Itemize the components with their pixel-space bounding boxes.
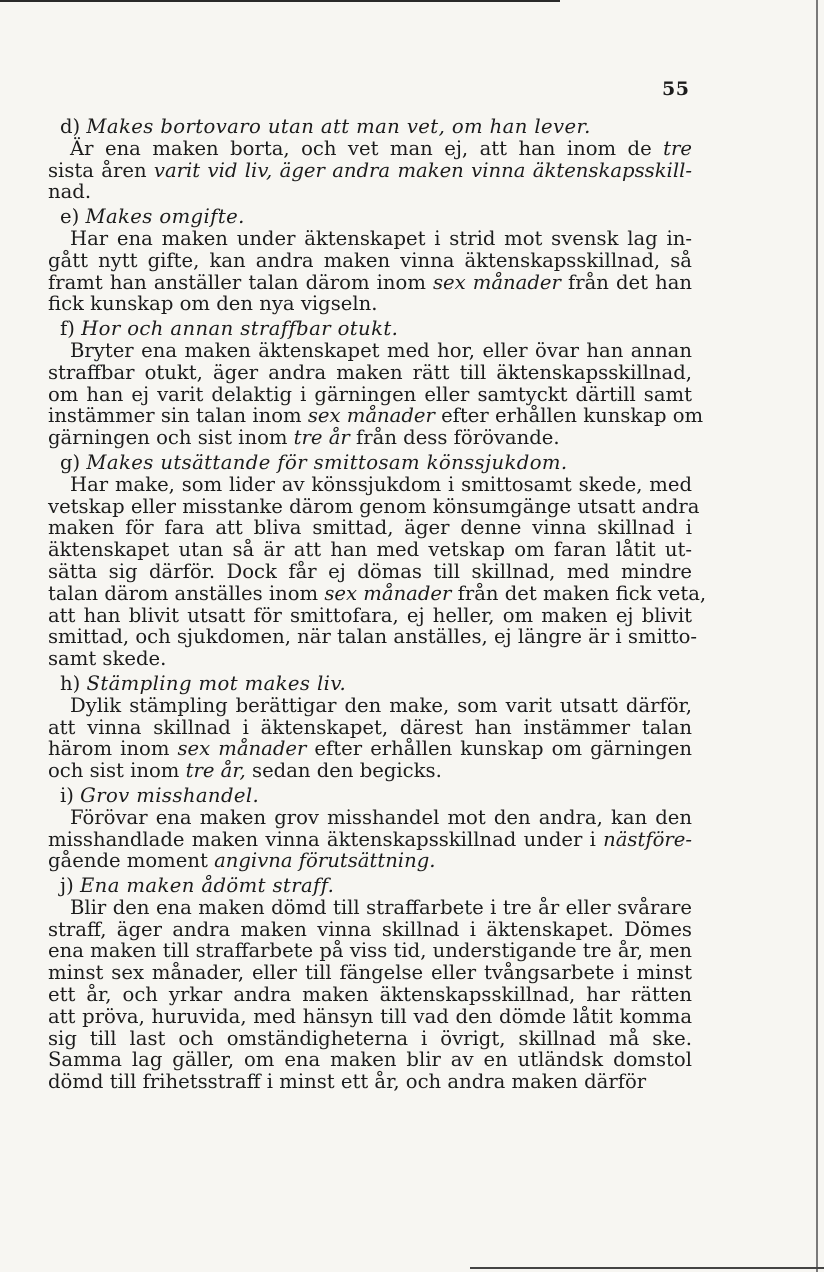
section-i bbox=[48, 785, 692, 872]
section-heading bbox=[48, 875, 692, 897]
text-line: Förövar ena maken grov misshandel mot den andra, kan den bbox=[70, 805, 692, 829]
text-segment: talan därom anställes inom bbox=[48, 581, 325, 605]
section-title: Ena maken ådömt straff. bbox=[79, 874, 335, 898]
section-label: f) bbox=[60, 317, 75, 341]
text-line: straffbar otukt, äger andra maken rätt till äktenskapsskillnad, bbox=[48, 360, 692, 384]
scan-edge-right bbox=[816, 0, 818, 1272]
text-line: sätta sig därför. Dock får ej dömas till skillnad, med mindre bbox=[48, 559, 692, 583]
text-line bbox=[48, 850, 692, 872]
emphasis-text: sex månader bbox=[324, 581, 452, 605]
section-title: Makes utsättande för smittosam könssjukdom. bbox=[86, 450, 568, 474]
text-line: ett år, och yrkar andra maken äktenskapsskillnad, har rätten bbox=[48, 983, 692, 1007]
text-segment: från det maken fick veta, bbox=[451, 581, 707, 605]
text-line: minst sex månader, eller till fängelse eller tvångsarbete i minst bbox=[48, 961, 692, 985]
text-line: att pröva, huruvida, med hänsyn till vad den dömde låtit komma bbox=[48, 1004, 692, 1028]
section-title: Makes omgifte. bbox=[85, 205, 245, 229]
text-segment: från dess förövande. bbox=[349, 426, 560, 450]
text-segment: framt han anställer talan därom inom bbox=[48, 270, 433, 294]
text-segment: gående moment bbox=[48, 849, 208, 873]
text-line: att vinna skillnad i äktenskapet, därest han instämmer talan bbox=[48, 715, 692, 739]
text-line: om han ej varit delaktig i gärningen eller samtyckt därtill samt bbox=[48, 382, 692, 406]
emphasis-text: sex månader bbox=[177, 737, 307, 761]
scan-edge-bottom bbox=[470, 1267, 824, 1269]
text-line: vetskap eller misstanke därom genom könsumgänge utsatt andra bbox=[48, 494, 700, 518]
text-segment: härom inom bbox=[48, 737, 178, 761]
section-h bbox=[48, 673, 692, 782]
text-line bbox=[48, 181, 692, 203]
text-line: Bryter ena maken äktenskapet med hor, eller övar han annan bbox=[70, 338, 692, 362]
text-line: maken för fara att bliva smittad, äger denne vinna skillnad i bbox=[48, 516, 692, 540]
text-line: sig till last och omständigheterna i övrigt, skillnad må ske. bbox=[48, 1026, 692, 1050]
text-segment: Är ena maken borta, och vet man ej, att han inom de bbox=[70, 136, 664, 160]
emphasis-text: angivna förutsättning. bbox=[207, 849, 436, 873]
text-line bbox=[48, 404, 704, 428]
section-label: i) bbox=[60, 783, 74, 807]
text-line: att han blivit utsatt för smittofara, ej heller, om maken ej blivit bbox=[48, 603, 692, 627]
text-segment: misshandlade maken vinna äktenskapsskillnad under i bbox=[48, 827, 604, 851]
section-title: Hor och annan straffbar otukt. bbox=[81, 317, 399, 341]
text-line bbox=[48, 581, 707, 605]
section-label: d) bbox=[60, 115, 81, 138]
section-j bbox=[48, 875, 692, 1093]
text-line bbox=[48, 160, 692, 182]
page-number: 55 bbox=[662, 78, 690, 100]
text-line: fick kunskap om den nya vigseln. bbox=[48, 292, 378, 316]
emphasis-text: nästföre- bbox=[603, 827, 692, 851]
text-line bbox=[48, 829, 692, 851]
section-label: g) bbox=[60, 450, 81, 474]
text-line: straff, äger andra maken vinna skillnad i äktenskapet. Dömes bbox=[48, 917, 692, 941]
body-text bbox=[48, 115, 707, 1094]
scan-edge-top bbox=[0, 0, 560, 2]
section-title: Grov misshandel. bbox=[80, 783, 260, 807]
text-line: Har make, som lider av könssjukdom i smittosamt skede, med bbox=[70, 472, 692, 496]
text-line: Dylik stämpling berättigar den make, som varit utsatt därför, bbox=[70, 693, 692, 717]
text-line: Blir den ena maken dömd till straffarbete i tre år eller svårare bbox=[70, 895, 692, 919]
text-line: ena maken till straffarbete på viss tid, understigande tre år, men bbox=[48, 939, 693, 963]
text-segment: instämmer sin talan inom bbox=[48, 404, 308, 428]
text-segment: sedan den begicks. bbox=[245, 759, 442, 783]
section-title: Makes bortovaro utan att man vet, om han lever. bbox=[86, 115, 591, 138]
text-segment: sista åren bbox=[48, 158, 147, 182]
emphasis-text: varit vid liv, äger andra maken vinna äktenskapsskill- bbox=[146, 158, 692, 182]
text-segment: från det han bbox=[560, 270, 693, 294]
emphasis-text: tre år, bbox=[185, 759, 246, 783]
section-heading bbox=[48, 206, 692, 228]
text-line bbox=[48, 427, 692, 449]
section-heading bbox=[48, 785, 692, 807]
text-segment: och sist inom bbox=[48, 759, 186, 783]
section-label: j) bbox=[60, 874, 74, 898]
text-line: gått nytt gifte, kan andra maken vinna äktenskapsskillnad, så bbox=[48, 248, 692, 272]
text-line bbox=[48, 272, 692, 294]
text-line bbox=[48, 738, 692, 760]
section-f bbox=[48, 317, 704, 450]
text-line: dömd till frihetsstraff i minst ett år, och andra maken därför bbox=[48, 1070, 647, 1094]
section-heading bbox=[48, 673, 692, 695]
text-line: samt skede. bbox=[48, 647, 167, 671]
text-segment: gärningen och sist inom bbox=[48, 426, 294, 450]
text-line: smittad, och sjukdomen, när talan anställes, ej längre är i smitto- bbox=[48, 625, 697, 649]
section-label: h) bbox=[60, 671, 81, 695]
section-heading bbox=[48, 452, 692, 474]
section-heading bbox=[48, 116, 692, 138]
text-segment: efter erhållen kunskap om bbox=[434, 404, 704, 428]
text-segment: efter erhållen kunskap om gärningen bbox=[306, 737, 692, 761]
emphasis-text: tre bbox=[663, 136, 692, 160]
text-line: äktenskapet utan så är att han med vetskap om faran låtit ut- bbox=[48, 538, 692, 562]
text-line bbox=[48, 138, 692, 160]
section-d bbox=[48, 116, 692, 203]
text-line bbox=[48, 760, 692, 782]
section-e bbox=[48, 206, 692, 315]
section-label: e) bbox=[60, 205, 80, 229]
text-line: Har ena maken under äktenskapet i strid mot svensk lag in- bbox=[70, 226, 692, 250]
section-heading bbox=[48, 318, 692, 340]
text-line: Samma lag gäller, om ena maken blir av en utländsk domstol bbox=[48, 1048, 692, 1072]
section-g bbox=[48, 450, 707, 671]
section-title: Stämpling mot makes liv. bbox=[86, 671, 347, 695]
emphasis-text: tre år bbox=[293, 426, 350, 450]
emphasis-text: sex månader bbox=[433, 270, 561, 294]
text-segment: nad. bbox=[48, 180, 92, 204]
emphasis-text: sex månader bbox=[307, 404, 435, 428]
